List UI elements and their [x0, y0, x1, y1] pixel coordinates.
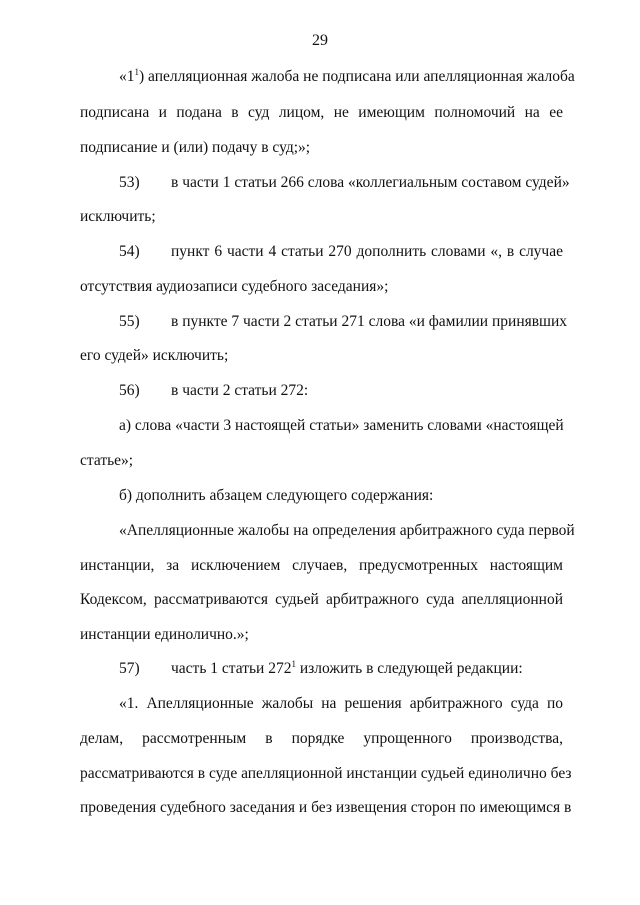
text-line: его судей» исключить;	[80, 347, 229, 364]
text-line: рассматриваются в суде апелляционной инстанции судьей единолично без	[80, 765, 572, 782]
text-run: часть 1 статьи 272	[171, 660, 292, 677]
text-run: в пункте 7 части 2 статьи 271 слова «и фамилии принявших	[171, 313, 568, 330]
text-line: инстанции, за исключением случаев, предусмотренных настоящим	[80, 557, 563, 574]
text-run: «1	[119, 68, 135, 85]
item-number: 57)	[119, 660, 140, 677]
text-line: подписание и (или) подачу в суд;»;	[80, 139, 311, 156]
item-number: 54)	[119, 243, 140, 260]
text-run: ) апелляционная жалоба не подписана или апелляционная жалоба	[139, 68, 575, 85]
text-run: в части 2 статьи 272:	[171, 382, 309, 399]
item-number: 53)	[119, 174, 140, 191]
text-line: исключить;	[80, 208, 156, 225]
text-run: изложить в следующей редакции:	[295, 660, 523, 677]
text-run: пункт 6 части 4 статьи 270 дополнить словами «, в случае	[171, 243, 563, 260]
item-number: 55)	[119, 313, 140, 330]
text-line: инстанции единолично.»;	[80, 626, 249, 643]
text-line: статье»;	[80, 452, 134, 469]
text-run	[171, 658, 523, 680]
text-line: б) дополнить абзацем следующего содержания:	[119, 487, 434, 504]
text-line: отсутствия аудиозаписи судебного заседания»;	[80, 278, 389, 295]
text-line: а) слова «части 3 настоящей статьи» заменить словами «настоящей	[119, 417, 564, 434]
page-number: 29	[312, 32, 328, 49]
item-number: 56)	[119, 382, 140, 399]
text-line: проведения судебного заседания и без извещения сторон по имеющимся в	[80, 799, 572, 816]
superscript: 1	[291, 658, 296, 669]
text-line	[119, 66, 575, 88]
text-line: делам, рассмотренным в порядке упрощенного производства,	[80, 730, 563, 747]
text-line: «1. Апелляционные жалобы на решения арбитражного суда по	[119, 695, 563, 712]
text-line: подписана и подана в суд лицом, не имеющим полномочий на ее	[80, 104, 563, 121]
superscript: 1	[134, 66, 139, 77]
text-run: в части 1 статьи 266 слова «коллегиальным составом судей»	[171, 174, 570, 191]
text-line: «Апелляционные жалобы на определения арбитражного суда первой	[119, 522, 575, 539]
text-line: Кодексом, рассматриваются судьей арбитражного суда апелляционной	[80, 591, 563, 608]
